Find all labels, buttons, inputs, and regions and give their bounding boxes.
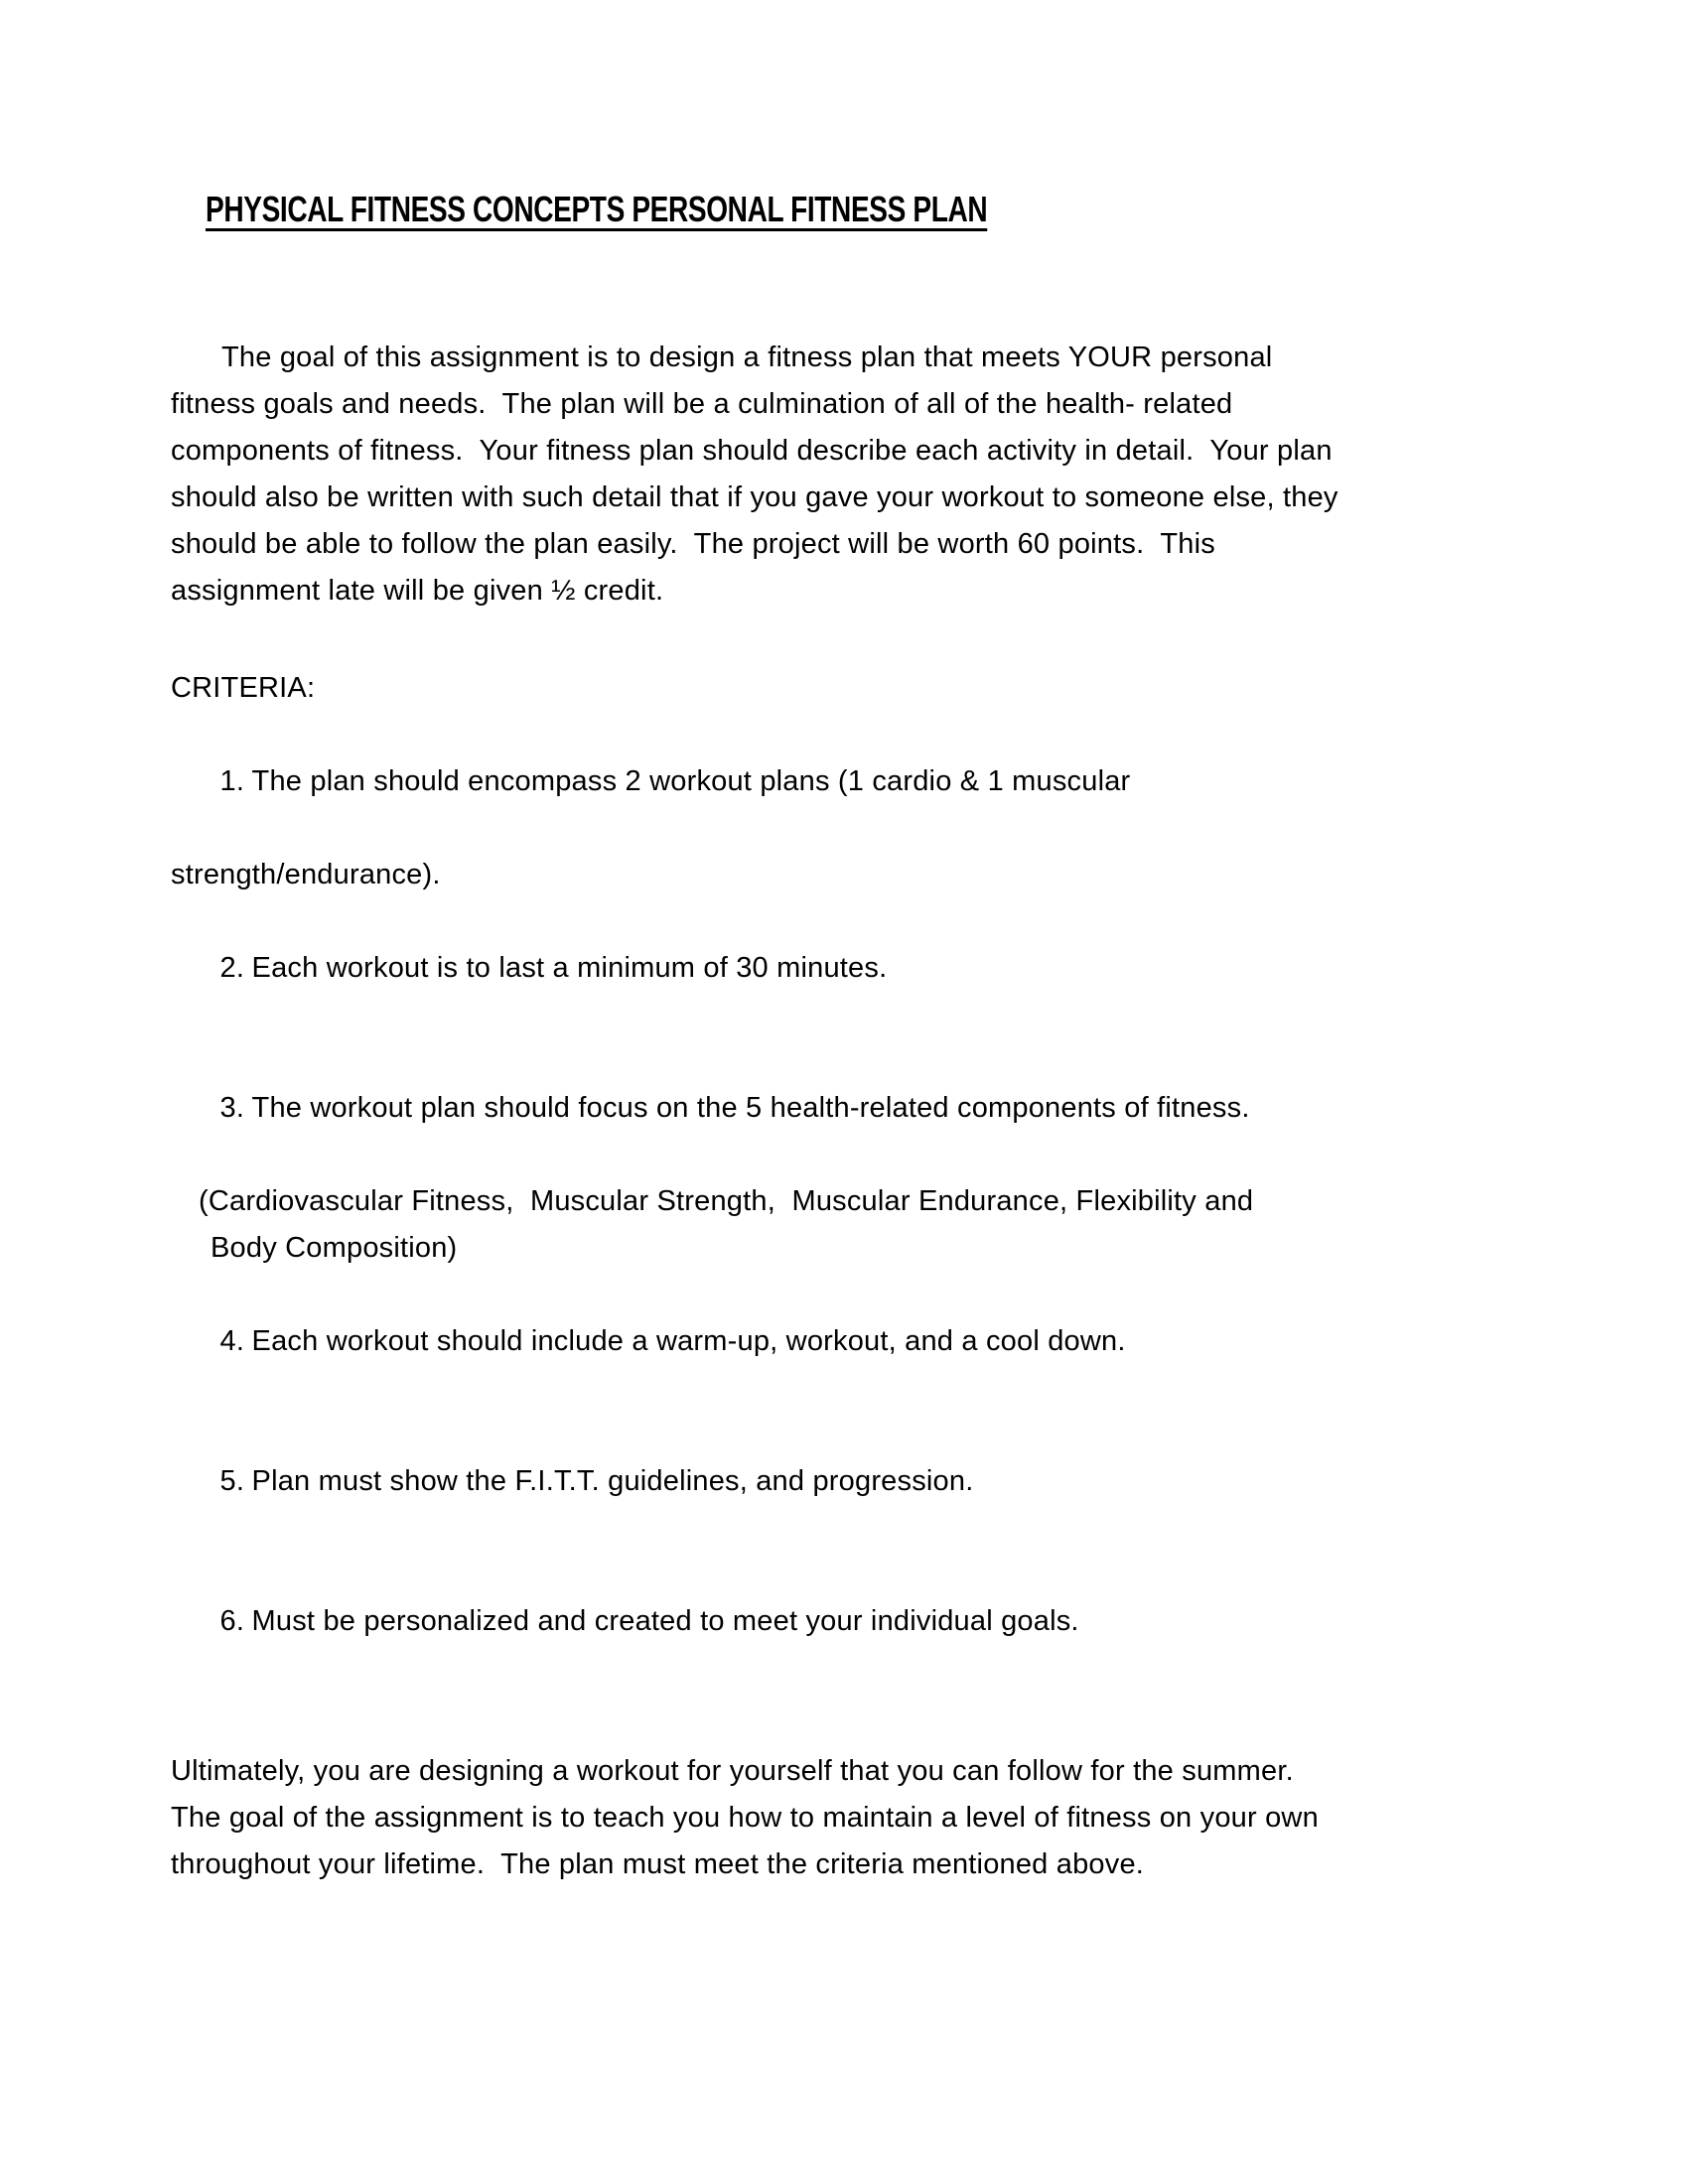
- list-item-text: The plan should encompass 2 workout plans (1 cardio & 1 muscular: [251, 765, 1131, 797]
- intro-line: The goal of this assignment is to design a fitness plan that meets YOUR personal: [221, 341, 1273, 373]
- criteria-item-3: [171, 1038, 1549, 1178]
- list-item-text: Each workout should include a warm-up, workout, and a cool down.: [251, 1325, 1126, 1357]
- list-number: 5.: [219, 1465, 245, 1497]
- title-row: [171, 184, 1549, 235]
- criteria-item-1-continuation: strength/endurance).: [171, 859, 441, 890]
- list-item-text: Must be personalized and created to meet your individual goals.: [251, 1605, 1079, 1637]
- closing-line: Ultimately, you are designing a workout for yourself that you can follow for the summer.: [171, 1755, 1294, 1787]
- intro-line: fitness goals and needs. The plan will be a culmination of all of the health- related: [171, 388, 1233, 420]
- closing-line: throughout your lifetime. The plan must meet the criteria mentioned above.: [171, 1848, 1145, 1880]
- criteria-item-3-continuation: (Cardiovascular Fitness, Muscular Strength, Muscular Endurance, Flexibility and: [199, 1185, 1254, 1217]
- criteria-item-2: [171, 898, 1549, 1038]
- closing-paragraph: [171, 1748, 1549, 1888]
- criteria-heading: CRITERIA:: [171, 672, 316, 704]
- intro-line: components of fitness. Your fitness plan should describe each activity in detail. Your plan: [171, 435, 1333, 467]
- list-number: 4.: [219, 1325, 245, 1357]
- list-item-text: Each workout is to last a minimum of 30 minutes.: [251, 952, 888, 984]
- intro-line: should also be written with such detail that if you gave your workout to someone else, they: [171, 481, 1338, 513]
- list-number: 1.: [219, 765, 245, 797]
- intro-paragraph: [171, 335, 1549, 614]
- criteria-item-5: [171, 1412, 1549, 1552]
- list-number: 2.: [219, 952, 245, 984]
- intro-line: should be able to follow the plan easily. The project will be worth 60 points. This: [171, 528, 1215, 560]
- list-item-text: Plan must show the F.I.T.T. guidelines, and progression.: [251, 1465, 974, 1497]
- criteria-section: [171, 665, 1549, 1692]
- criteria-item-1: [171, 712, 1549, 852]
- criteria-item-4: [171, 1272, 1549, 1412]
- closing-line: The goal of the assignment is to teach you how to maintain a level of fitness on your own: [171, 1802, 1319, 1834]
- criteria-item-6: [171, 1552, 1549, 1692]
- criteria-item-3-continuation: Body Composition): [211, 1232, 458, 1264]
- list-number: 3.: [219, 1092, 245, 1124]
- document-title: PHYSICAL FITNESS CONCEPTS PERSONAL FITNESS PLAN: [206, 189, 988, 229]
- list-item-text: The workout plan should focus on the 5 health-related components of fitness.: [251, 1092, 1250, 1124]
- intro-line: assignment late will be given ½ credit.: [171, 575, 664, 607]
- list-number: 6.: [219, 1605, 245, 1637]
